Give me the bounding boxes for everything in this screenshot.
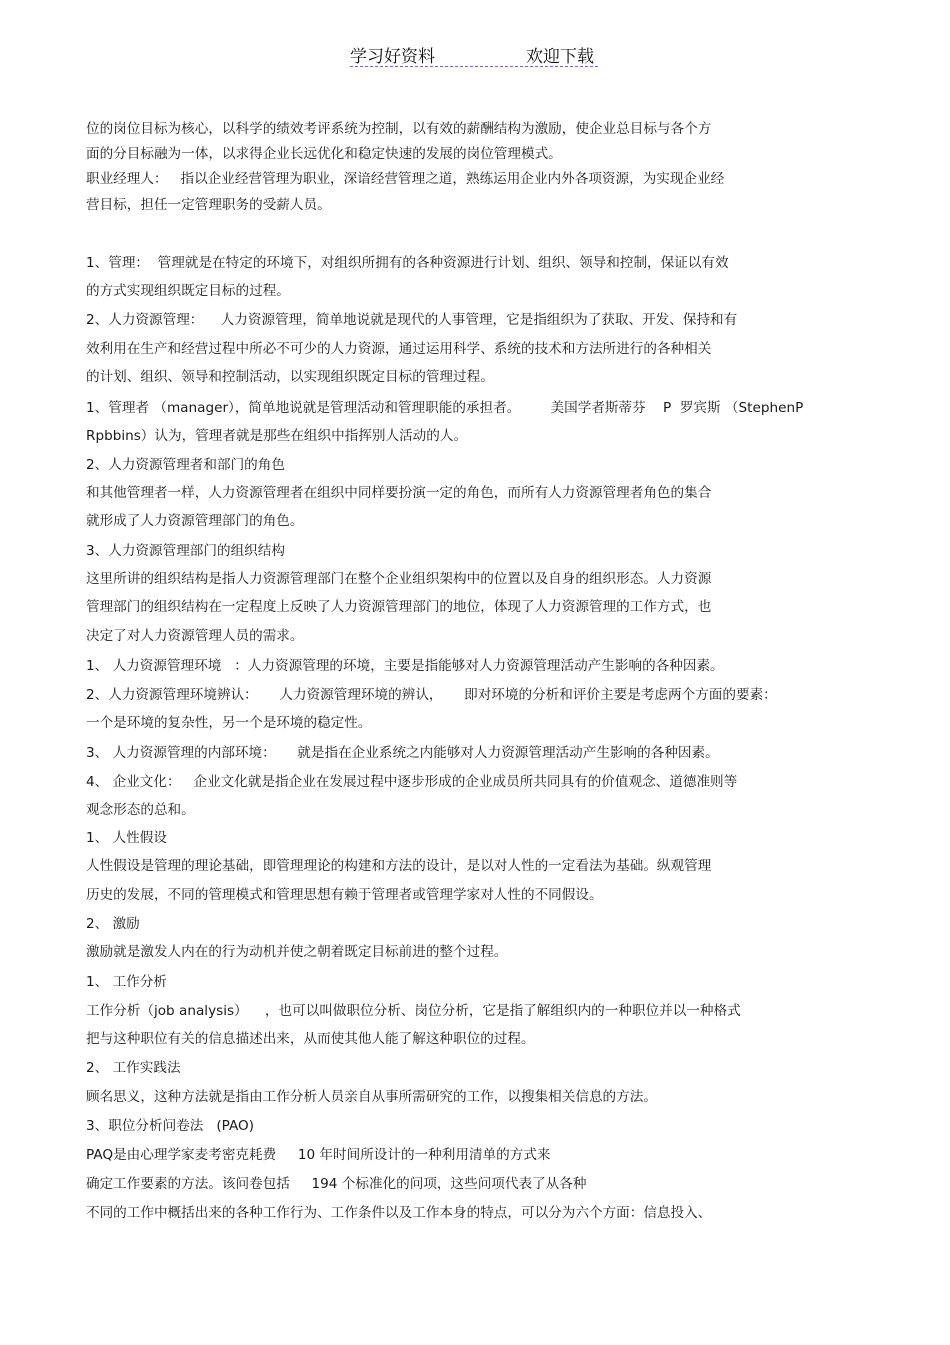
text-line: 观念形态的总和。 — [86, 802, 195, 818]
text-line: PAQ是由心理学家麦考密克耗费 10 年时间所设计的一种利用清单的方式来 — [86, 1147, 551, 1163]
text-line: 2、人力资源管理者和部门的角色 — [86, 457, 285, 473]
text-line: 面的分目标融为一体，以求得企业长远优化和稳定快速的发展的岗位管理模式。 — [86, 146, 562, 162]
text-line: 人性假设是管理的理论基础，即管理理论的构建和方法的设计，是以对人性的一定看法为基础。纵观管理 — [86, 858, 712, 874]
text-line: 一个是环境的复杂性，另一个是环境的稳定性。 — [86, 715, 372, 731]
text-line: Rpbbins）认为，管理者就是那些在组织中指挥别人活动的人。 — [86, 428, 468, 444]
text-line: 1、管理： 管理就是在特定的环境下，对组织所拥有的各种资源进行计划、组织、领导和控制，保证以有效 — [86, 255, 729, 271]
text-line: 2、人力资源管理： 人力资源管理，简单地说就是现代的人事管理，它是指组织为了获取、开发、保持和有 — [86, 312, 738, 328]
text-line: 3、 人力资源管理的内部环境： 就是指在企业系统之内能够对人力资源管理活动产生影响的各种因素。 — [86, 745, 719, 761]
text-line: 管理部门的组织结构在一定程度上反映了人力资源管理部门的地位，体现了人力资源管理的工作方式，也 — [86, 599, 712, 615]
text-line: 激励就是激发人内在的行为动机并使之朝着既定目标前进的整个过程。 — [86, 944, 508, 960]
text-line: 2、人力资源管理环境辨认： 人力资源管理环境的辨认， 即对环境的分析和评价主要是考虑两个方面的要素： — [86, 687, 777, 703]
text-line: 工作分析（job analysis） ，也可以叫做职位分析、岗位分析，它是指了解组织内的一种职位并以一种格式 — [86, 1003, 741, 1019]
text-line: 的计划、组织、领导和控制活动，以实现组织既定目标的管理过程。 — [86, 369, 494, 385]
text-line: 营目标，担任一定管理职务的受薪人员。 — [86, 197, 331, 213]
text-line: 2、 激励 — [86, 916, 140, 932]
text-line: 位的岗位目标为核心，以科学的绩效考评系统为控制，以有效的薪酬结构为激励，使企业总目标与各个方 — [86, 121, 712, 137]
text-line: 职业经理人： 指以企业经营管理为职业，深谙经营管理之道，熟练运用企业内外各项资源，为实现企业经 — [86, 171, 725, 187]
text-line: 1、管理者 （manager），简单地说就是管理活动和管理职能的承担者。 美国学者斯蒂芬 P 罗宾斯 （StephenP — [86, 400, 804, 416]
text-line: 不同的工作中概括出来的各种工作行为、工作条件以及工作本身的特点，可以分为六个方面：信息投入、 — [86, 1205, 712, 1221]
text-line: 决定了对人力资源管理人员的需求。 — [86, 628, 304, 644]
text-line: 顾名思义，这种方法就是指由工作分析人员亲自从事所需研究的工作，以搜集相关信息的方法。 — [86, 1089, 657, 1105]
text-line: 3、人力资源管理部门的组织结构 — [86, 543, 285, 559]
text-line: 1、 人性假设 — [86, 830, 167, 846]
header-left-text: 学习好资料 — [350, 47, 435, 67]
text-line: 把与这种职位有关的信息描述出来，从而使其他人能了解这种职位的过程。 — [86, 1031, 535, 1047]
text-line: 确定工作要素的方法。该问卷包括 194 个标准化的问项，这些问项代表了从各种 — [86, 1176, 587, 1192]
text-line: 效利用在生产和经营过程中所必不可少的人力资源，通过运用科学、系统的技术和方法所进行的各种相关 — [86, 341, 712, 357]
text-line: 3、职位分析问卷法 (PAO) — [86, 1118, 255, 1134]
text-line: 这里所讲的组织结构是指人力资源管理部门在整个企业组织架构中的位置以及自身的组织形态。人力资源 — [86, 571, 712, 587]
text-line: 2、 工作实践法 — [86, 1060, 181, 1076]
text-line: 4、 企业文化： 企业文化就是指企业在发展过程中逐步形成的企业成员所共同具有的价值观念、道德准则等 — [86, 774, 738, 790]
header-right-text: 欢迎下载 — [526, 47, 594, 67]
text-line: 1、 工作分析 — [86, 974, 167, 990]
text-line: 就形成了人力资源管理部门的角色。 — [86, 513, 304, 529]
text-line: 1、 人力资源管理环境 ：人力资源管理的环境，主要是指能够对人力资源管理活动产生影响的各种因素。 — [86, 658, 724, 674]
text-line: 历史的发展，不同的管理模式和管理思想有赖于管理者或管理学家对人性的不同假设。 — [86, 887, 603, 903]
text-line: 和其他管理者一样，人力资源管理者在组织中同样要扮演一定的角色，而所有人力资源管理者角色的集合 — [86, 485, 712, 501]
text-line: 的方式实现组织既定目标的过程。 — [86, 283, 290, 299]
